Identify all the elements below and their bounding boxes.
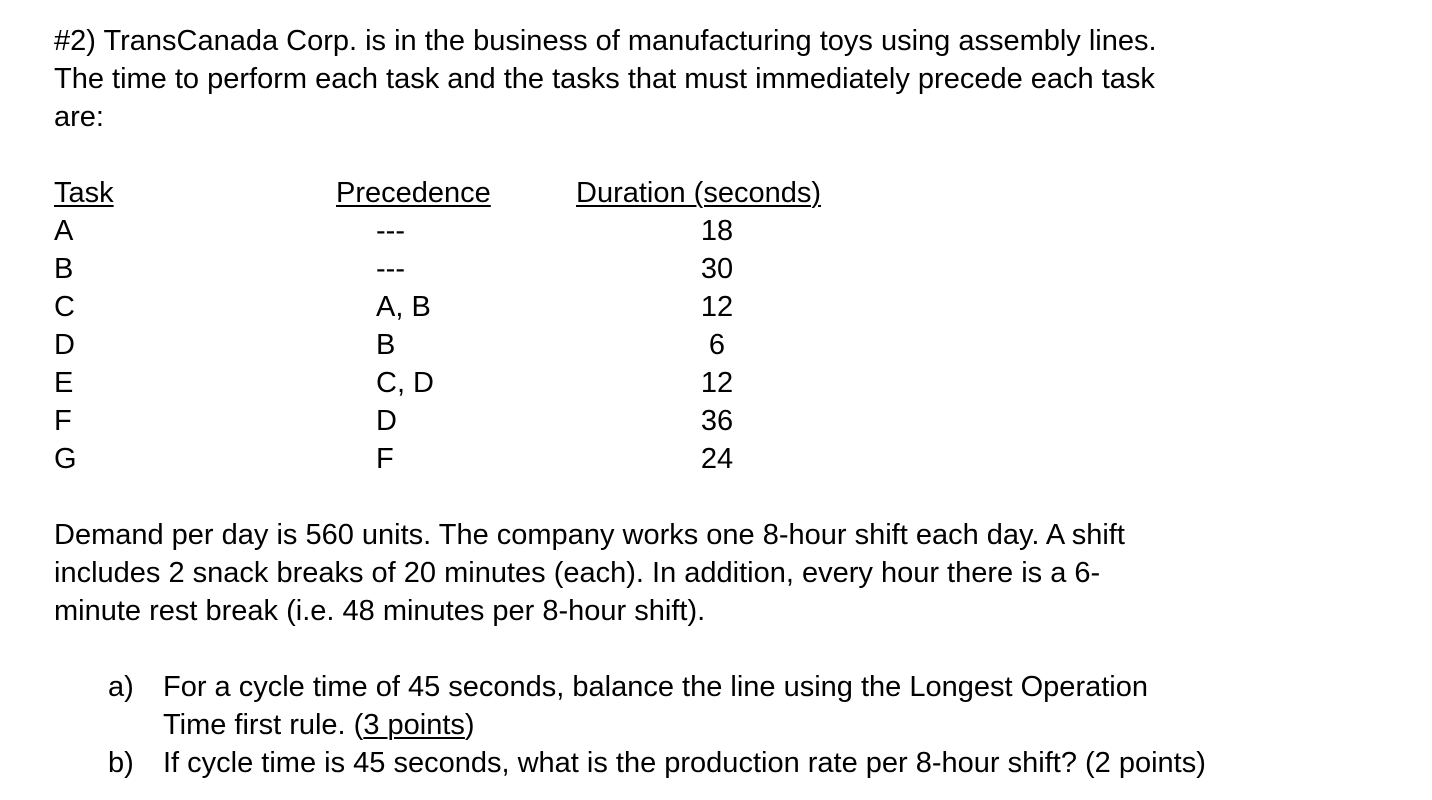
duration-cell: 30: [700, 253, 734, 285]
task-cell: D: [54, 329, 75, 361]
question-b-line-1: If cycle time is 45 seconds, what is the production rate per 8-hour shift? (2 points): [163, 747, 1206, 779]
demand-paragraph: [54, 516, 1125, 630]
intro-line-1: #2) TransCanada Corp. is in the business of manufacturing toys using assembly lines.: [54, 25, 1157, 57]
duration-cell: 12: [700, 367, 734, 399]
precedence-column: [336, 174, 522, 478]
question-b: [108, 744, 1206, 782]
duration-cell: 24: [700, 443, 734, 475]
task-column: [54, 174, 174, 478]
duration-column: [576, 174, 858, 478]
duration-cell: 12: [700, 291, 734, 323]
task-cell: A: [54, 215, 74, 247]
precedence-cell: ---: [376, 215, 405, 247]
demand-line-2: includes 2 snack breaks of 20 minutes (each). In addition, every hour there is a 6-: [54, 557, 1101, 589]
precedence-cell: C, D: [376, 367, 434, 399]
duration-cell: 18: [700, 215, 734, 247]
precedence-cell: B: [376, 329, 396, 361]
demand-line-3: minute rest break (i.e. 48 minutes per 8-hour shift).: [54, 595, 706, 627]
intro-line-2: The time to perform each task and the tasks that must immediately precede each task: [54, 63, 1155, 95]
task-cell: C: [54, 291, 75, 323]
task-header: Task: [54, 177, 114, 209]
precedence-cell: F: [376, 443, 394, 475]
task-cell: F: [54, 405, 72, 437]
question-list: [108, 668, 1206, 782]
duration-cell: 36: [700, 405, 734, 437]
precedence-cell: D: [376, 405, 397, 437]
problem-intro: [54, 22, 1394, 136]
precedence-cell: ---: [376, 253, 405, 285]
task-cell: B: [54, 253, 74, 285]
duration-header: Duration (seconds): [576, 177, 821, 209]
precedence-header: Precedence: [336, 177, 491, 209]
question-a-points: 3 points: [363, 709, 465, 741]
question-a-marker: a): [108, 671, 134, 703]
question-a: [108, 668, 1206, 744]
task-cell: G: [54, 443, 77, 475]
demand-line-1: Demand per day is 560 units. The company works one 8-hour shift each day. A shift: [54, 519, 1125, 551]
duration-cell: 6: [708, 329, 726, 361]
precedence-cell: A, B: [376, 291, 431, 323]
question-b-marker: b): [108, 747, 134, 779]
intro-line-3: are:: [54, 101, 104, 133]
question-a-line-1: For a cycle time of 45 seconds, balance the line using the Longest Operation: [163, 671, 1148, 703]
question-a-suffix: ): [464, 709, 475, 741]
question-a-prefix: Time first rule. (: [163, 709, 364, 741]
task-cell: E: [54, 367, 74, 399]
question-a-line-2: [163, 706, 1206, 744]
